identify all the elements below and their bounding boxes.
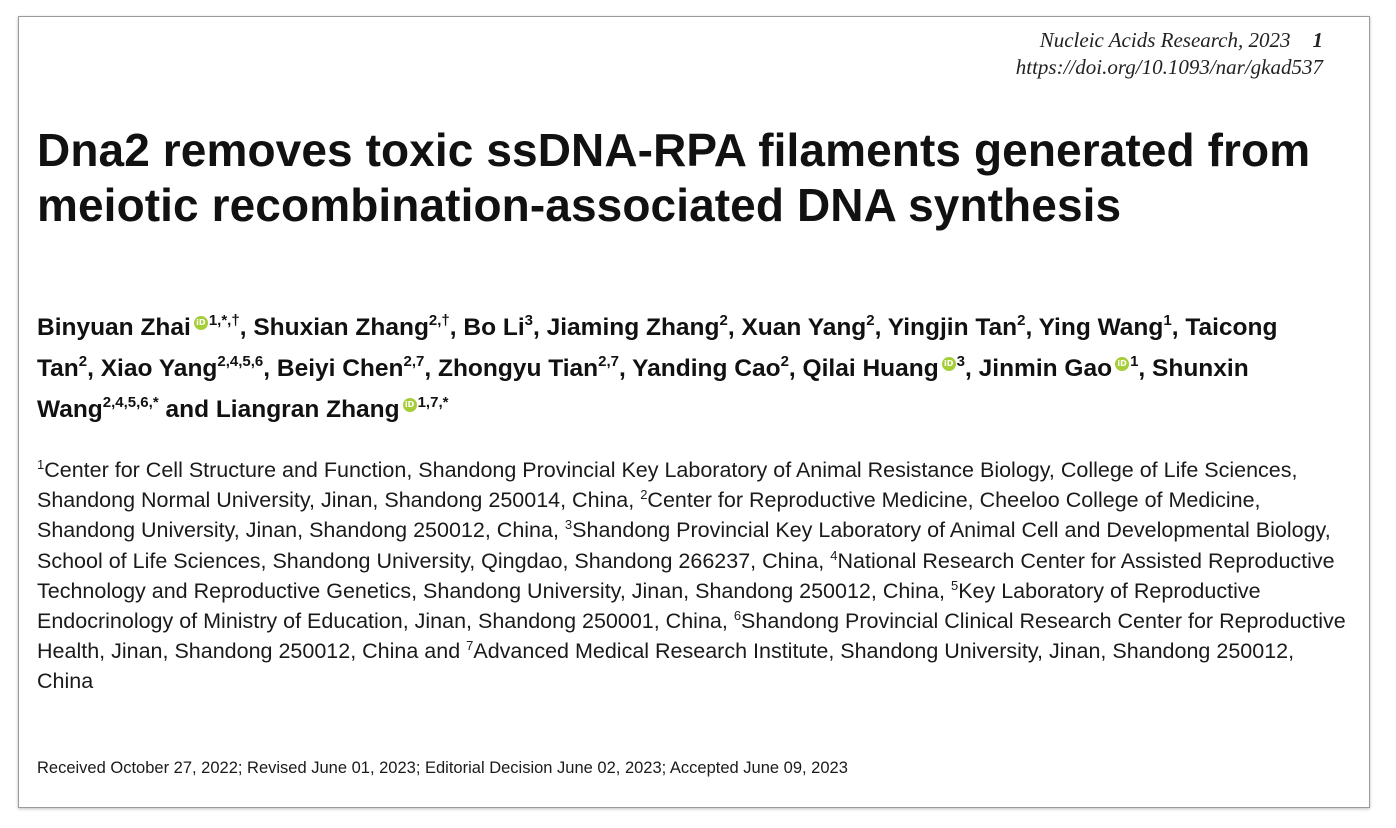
orcid-icon[interactable]: iD	[403, 398, 417, 412]
author-name: Xiao Yang	[100, 355, 218, 382]
affiliation-text: Center for Reproductive Medicine, Cheeloo College of Medicine, Shandong University, Jinan, Shandong 250012, China,	[37, 488, 1261, 543]
received-dates: Received October 27, 2022; Revised June 01, 2023; Editorial Decision June 02, 2023; Accepted June 09, 2023	[37, 759, 848, 777]
author	[979, 355, 1139, 382]
author-name: Jiaming Zhang	[546, 314, 720, 341]
author	[632, 355, 789, 382]
affiliation-text: Shandong Provincial Key Laboratory of Animal Cell and Developmental Biology, School of Life Sciences, Shandong University, Qingdao, Shandong 266237, China,	[37, 518, 1331, 573]
author-affiliation-marks: 2,4,5,6	[217, 353, 264, 370]
author-affiliation-marks: 2	[78, 353, 88, 370]
author-name: Ying Wang	[1038, 314, 1164, 341]
author-name: Shunxin Wang	[37, 355, 1249, 423]
orcid-icon[interactable]: iD	[1115, 357, 1129, 371]
affiliation-number: 1	[37, 457, 45, 472]
affiliations	[37, 455, 1347, 697]
author-name: Qilai Huang	[802, 355, 939, 382]
running-head	[1016, 27, 1323, 81]
article-page	[18, 16, 1370, 808]
author-name: Yanding Cao	[632, 355, 781, 382]
author	[438, 355, 619, 382]
author	[547, 314, 728, 341]
author-name: Yingjin Tan	[887, 314, 1018, 341]
author-affiliation-marks: 2	[1017, 312, 1026, 329]
author-affiliation-marks: 2	[719, 312, 728, 329]
journal-name-year: Nucleic Acids Research, 2023	[1039, 28, 1291, 52]
author-affiliation-marks: 3	[524, 312, 533, 329]
author	[37, 314, 240, 341]
author	[277, 355, 424, 382]
author-name: Beiyi Chen	[276, 355, 404, 382]
affiliation-text: Center for Cell Structure and Function, Shandong Provincial Key Laboratory of Animal Resistance Biology, College of Life Sciences, Shandong Normal University, Jinan, Shandong 250014, China,	[37, 458, 1298, 513]
affiliation-number: 4	[830, 547, 838, 563]
author-affiliation-marks: 1,*,†	[208, 312, 240, 329]
article-title: Dna2 removes toxic ssDNA-RPA filaments generated from meiotic recombination-associated DNA synthesis	[37, 124, 1311, 231]
affiliation-number: 5	[950, 577, 959, 593]
author-name: Bo Li	[463, 314, 525, 341]
author	[253, 314, 449, 341]
author-affiliation-marks: 2,7	[403, 353, 425, 370]
affiliation-text: Advanced Medical Research Institute, Shandong University, Jinan, Shandong 250012, China	[37, 639, 1295, 694]
author-affiliation-marks: 2	[866, 312, 875, 329]
journal-line	[1016, 27, 1323, 54]
author-list: Binyuan Zhai iD $^{1,*,\dagger}$, Shuxian Zhang$^{2,\dagger}$, Bo Li$^3$, Jiaming Zhang$^2$, Xuan Yang$^2$, Yingjin Tan$^2$, Ying Wang$^1$, Taicong Tan$^2$, Xiao Yang$^{2,4,5,6}$, Beiyi Chen$^{2,7}$, Zhongyu Tian$^{2,7}$, Yanding Cao$^2$, Qilai Huang iD $^3$, Jinmin Gao iD $^1$, Shunxin Wang$^{2,4,5,6,*}$ and Liangran Zhang iD $^{1,7,*}$	[37, 312, 1278, 423]
author-affiliation-marks: 2,4,5,6,*	[102, 394, 159, 411]
orcid-icon[interactable]: iD	[942, 357, 956, 371]
author-name: Zhongyu Tian	[437, 355, 599, 382]
author-name: Shuxian Zhang	[253, 314, 429, 341]
affiliation-text: Key Laboratory of Reproductive Endocrinology of Ministry of Education, Jinan, Shandong 250001, China,	[37, 578, 1261, 634]
author-affiliation-marks: 1,7,*	[417, 394, 449, 411]
affiliation-number: 3	[564, 517, 573, 533]
author	[463, 314, 533, 341]
author-affiliation-marks: 2,7	[598, 353, 619, 370]
author	[888, 314, 1026, 341]
author-affiliation-marks: 3	[956, 353, 966, 370]
author	[741, 314, 874, 341]
doi-link[interactable]: https://doi.org/10.1093/nar/gkad537	[1015, 55, 1323, 79]
author	[1039, 314, 1172, 341]
author	[803, 355, 965, 382]
author	[101, 355, 264, 382]
author-affiliation-marks: 2,†	[428, 312, 450, 329]
author-affiliation-marks: 1	[1130, 353, 1139, 370]
affiliation-number: 2	[640, 487, 648, 503]
author-name: Binyuan Zhai	[37, 314, 191, 341]
author-name: Xuan Yang	[741, 314, 867, 341]
author-name: Liangran Zhang	[215, 396, 400, 423]
affiliation-text: Shandong Provincial Clinical Research Center for Reproductive Health, Jinan, Shandong 250012, China and	[37, 609, 1346, 664]
affiliation-number: 6	[733, 608, 742, 624]
author-affiliation-marks: 1	[1163, 312, 1172, 329]
author	[216, 396, 449, 423]
orcid-icon[interactable]: iD	[194, 316, 208, 330]
affiliation-number: 7	[466, 638, 474, 654]
page-number: 1	[1312, 28, 1323, 52]
author-name: Jinmin Gao	[978, 355, 1113, 382]
author-name: Taicong Tan	[37, 314, 1278, 382]
author-affiliation-marks: 2	[780, 353, 789, 370]
affiliation-text: National Research Center for Assisted Reproductive Technology and Reproductive Genetics, Shandong University, Jinan, Shandong 250012, China,	[37, 548, 1335, 603]
